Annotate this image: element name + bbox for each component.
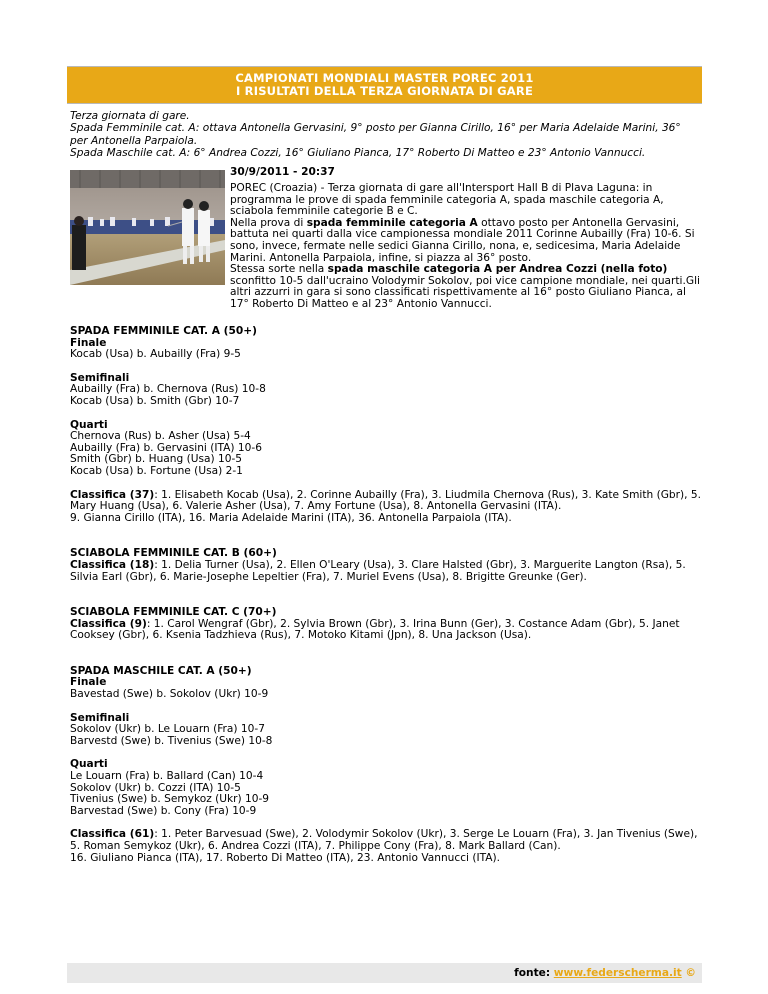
article-paragraph: POREC (Croazia) - Terza giornata di gare all'Intersport Hall B di Plava Laguna: in programma le prove di spada femminile categoria A, spada maschile categoria A, sciabola femminile categorie B e C. (230, 182, 664, 218)
match-result: Chernova (Rus) b. Asher (Usa) 5-4 (70, 430, 251, 443)
source-label: fonte: (514, 967, 554, 979)
section-title: SPADA MASCHILE CAT. A (50+) (70, 664, 252, 677)
match-result: Sokolov (Ukr) b. Cozzi (ITA) 10-5 (70, 781, 241, 794)
intro-summary (70, 110, 700, 160)
classification: Classifica (37): 1. Elisabeth Kocab (Usa), 2. Corinne Aubailly (Fra), 3. Liudmila Chernova (Rus), 3. Kate Smith (Gbr), 5. Mary Huang (Usa), 6. Valerie Asher (Usa), 7. Amy Fortune (Usa), 8. Antonella Gervasini (ITA). (70, 488, 701, 513)
highlight-text: spada femminile categoria A (306, 216, 478, 229)
match-result: Tivenius (Swe) b. Semykoz (Ukr) 10-9 (70, 793, 270, 806)
intro-line: Spada Femminile cat. A: ottava Antonella Gervasini, 9° posto per Gianna Cirillo, 16° per Maria Adelaide Marini, 36° per Antonella Parpaiola. (70, 122, 681, 147)
round-label: Semifinali (70, 711, 130, 724)
section-title: SPADA FEMMINILE CAT. A (50+) (70, 325, 257, 337)
match-result: Aubailly (Fra) b. Chernova (Rus) 10-8 (70, 383, 266, 396)
match-result: Sokolov (Ukr) b. Le Louarn (Fra) 10-7 (70, 723, 265, 736)
match-result: Smith (Gbr) b. Huang (Usa) 10-5 (70, 453, 243, 466)
match-result: Barvestd (Swe) b. Tivenius (Swe) 10-8 (70, 734, 273, 747)
header-title: CAMPIONATI MONDIALI MASTER POREC 2011 (235, 71, 534, 85)
intro-line: Terza giornata di gare. (70, 110, 190, 122)
round-label: Finale (70, 336, 107, 349)
section-title: SCIABOLA FEMMINILE CAT. B (60+) (70, 547, 277, 560)
results-section (70, 326, 710, 864)
match-result: Le Louarn (Fra) b. Ballard (Can) 10-4 (70, 770, 264, 783)
page-header (67, 66, 702, 104)
classification: Classifica (9): 1. Carol Wengraf (Gbr), 2. Sylvia Brown (Gbr), 3. Irina Bunn (Ger), 3. Costance Adam (Gbr), 5. Janet Cooksey (Gbr), 6. Ksenia Tadzhieva (Rus), 7. Motoko Kitami (Jpn), 8. Una Jackson (Usa). (70, 617, 680, 642)
source-link[interactable]: www.federscherma.it (553, 967, 682, 979)
source-footer (67, 963, 702, 983)
match-result: Bavestad (Swe) b. Sokolov (Ukr) 10-9 (70, 688, 269, 701)
classification: Classifica (18): 1. Delia Turner (Usa), 2. Ellen O'Leary (Usa), 3. Clare Halsted (Gbr), 3. Marguerite Langton (Rsa), 5. Silvia Earl (Gbr), 6. Marie-Josephe Lepeltier (Fra), 7. Muriel Evens (Usa), 8. Brigitte Greunke (Ger). (70, 558, 686, 583)
round-label: Finale (70, 676, 107, 689)
intro-line: Spada Maschile cat. A: 6° Andrea Cozzi, 16° Giuliano Pianca, 17° Roberto Di Matteo e 23° Antonio Vannucci. (70, 147, 646, 160)
article-paragraph: Nella prova di spada femminile categoria A ottavo posto per Antonella Gervasini, battuta nei quarti dalla vice campionessa mondiale 2011 Corinne Aubailly (Fra) 10-6. Si sono, invece, fermate nelle sedici Gianna Cirillo, nona, e, sedicesima, Maria Adelaide Marini. Antonella Parpaiola, infine, si piazza al 36° posto. (230, 216, 695, 264)
article-paragraph: Stessa sorte nella spada maschile categoria A per Andrea Cozzi (nella foto) sconfitto 10-5 dall'ucraino Volodymir Sokolov, poi vice campione mondiale, nei quarti.Gli altri azzurri in gara si sono classificati rispettivamente al 16° posto Giuliano Pianca, al 17° Roberto Di Matteo e al 23° Antonio Vannucci. (230, 263, 700, 310)
round-label: Semifinali (70, 371, 130, 384)
article-date: 30/9/2011 - 20:37 (230, 166, 335, 178)
copyright-icon: © (685, 967, 696, 979)
match-result: Kocab (Usa) b. Fortune (Usa) 2-1 (70, 464, 243, 477)
header-subtitle: I RISULTATI DELLA TERZA GIORNATA DI GARE (235, 84, 534, 98)
section-title: SCIABOLA FEMMINILE CAT. C (70+) (70, 606, 277, 619)
article-photo (70, 170, 225, 285)
highlight-text: spada maschile categoria A per Andrea Cozzi (nella foto) (327, 263, 668, 276)
classification-italians: 9. Gianna Cirillo (ITA), 16. Maria Adelaide Marini (ITA), 36. Antonella Parpaiola (ITA). (70, 511, 512, 524)
round-label: Quarti (70, 758, 108, 771)
match-result: Kocab (Usa) b. Aubailly (Fra) 9-5 (70, 348, 241, 361)
match-result: Aubailly (Fra) b. Gervasini (ITA) 10-6 (70, 441, 262, 454)
match-result: Kocab (Usa) b. Smith (Gbr) 10-7 (70, 394, 240, 407)
round-label: Quarti (70, 418, 108, 431)
match-result: Barvestad (Swe) b. Cony (Fra) 10-9 (70, 804, 257, 817)
classification: Classifica (61): 1. Peter Barvesuad (Swe), 2. Volodymir Sokolov (Ukr), 3. Serge Le Louarn (Fra), 3. Jan Tivenius (Swe), 5. Roman Semykoz (Ukr), 6. Andrea Cozzi (ITA), 7. Philippe Cony (Fra), 8. Mark Ballard (Can). (70, 828, 698, 852)
classification-italians: 16. Giuliano Pianca (ITA), 17. Roberto Di Matteo (ITA), 23. Antonio Vannucci (ITA). (70, 851, 500, 864)
article-body (230, 183, 700, 311)
